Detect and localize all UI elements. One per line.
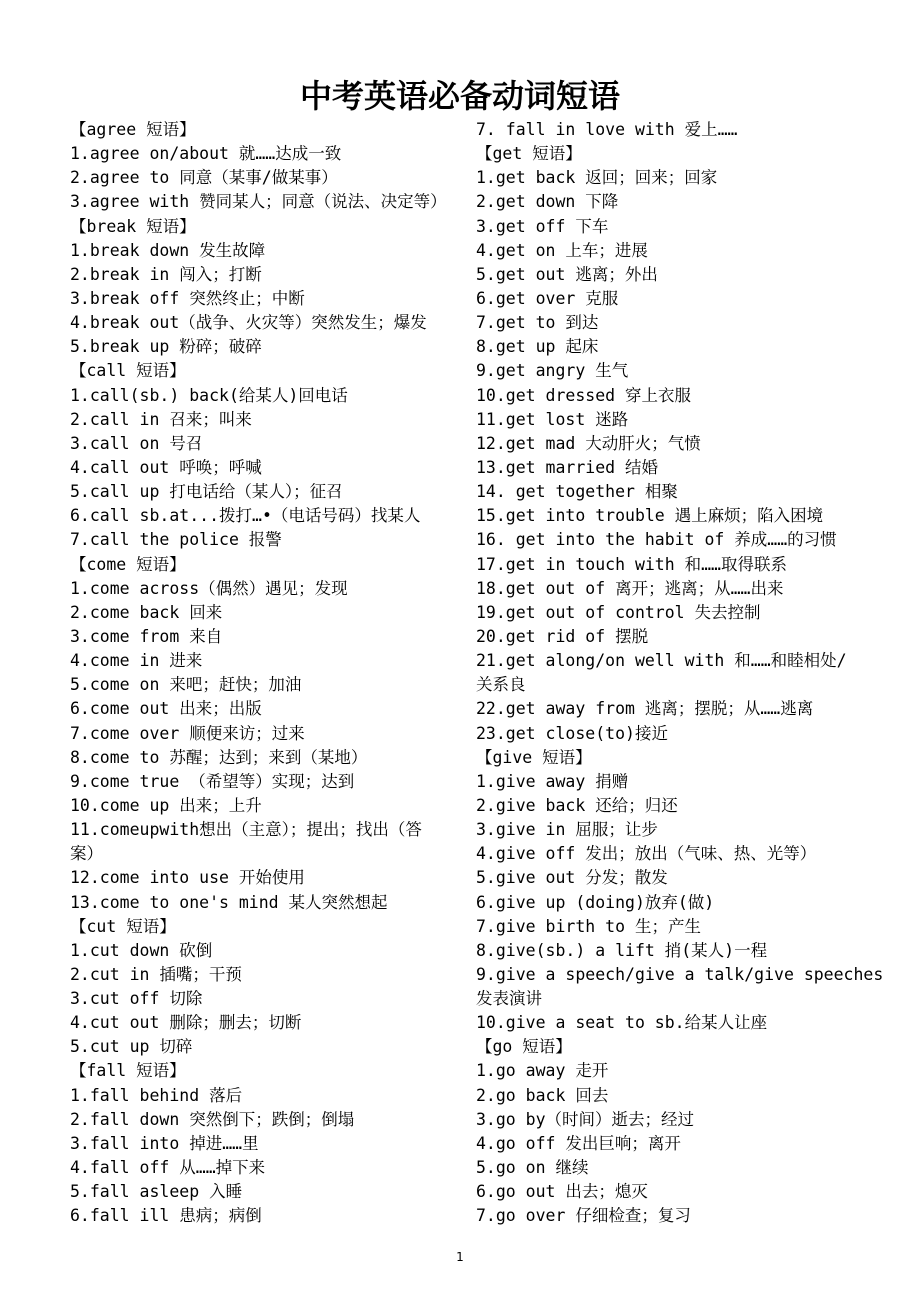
phrase-item: 6.go out 出去；熄灭 <box>476 1182 648 1202</box>
phrase-item: 5.go on 继续 <box>476 1158 589 1178</box>
phrase-item: 3.come from 来自 <box>70 626 223 646</box>
phrase-item: 7.come over 顺便来访；过来 <box>70 723 305 743</box>
phrase-item: 3.fall into 掉进……里 <box>70 1133 259 1153</box>
phrase-item: 7.go over 仔细检查；复习 <box>476 1206 691 1226</box>
phrase-item: 11.comeupwith想出（主意）；提出；找出（答 <box>70 820 422 840</box>
phrase-item: 6.call sb.at...拨打…•（电话号码）找某人 <box>70 506 421 526</box>
section-heading: 【give 短语】 <box>476 747 592 767</box>
phrase-item: 1.get back 返回；回来；回家 <box>476 168 718 188</box>
phrase-item: 10.get dressed 穿上衣服 <box>476 385 692 405</box>
section-heading: 【break 短语】 <box>70 216 196 236</box>
phrase-item: 4.fall off 从……掉下来 <box>70 1158 266 1178</box>
phrase-item: 8.give(sb.) a lift 捎(某人)一程 <box>476 940 768 960</box>
phrase-item: 7.get to 到达 <box>476 313 599 333</box>
phrase-item: 3.give in 屈服；让步 <box>476 820 658 840</box>
phrase-item: 4.give off 发出；放出（气味、热、光等） <box>476 844 817 864</box>
phrase-item: 6.get over 克服 <box>476 288 619 308</box>
phrase-item: 5.get out 逃离；外出 <box>476 264 658 284</box>
phrase-item: 1.go away 走开 <box>476 1061 609 1081</box>
section-heading: 【go 短语】 <box>476 1037 572 1057</box>
phrase-item: 18.get out of 离开；逃离；从……出来 <box>476 578 784 598</box>
phrase-item: 5.give out 分发；散发 <box>476 868 668 888</box>
phrase-item: 21.get along/on well with 和……和睦相处/ <box>476 651 847 671</box>
phrase-item: 9.get angry 生气 <box>476 361 629 381</box>
phrase-item: 8.come to 苏醒；达到；来到（某地） <box>70 747 368 767</box>
phrase-item: 2.go back 回去 <box>476 1085 609 1105</box>
phrase-item: 1.give away 捐赠 <box>476 771 629 791</box>
phrase-item: 2.give back 还给；归还 <box>476 795 678 815</box>
phrase-item: 13.get married 结婚 <box>476 457 659 477</box>
phrase-item: 3.break off 突然终止；中断 <box>70 288 305 308</box>
phrase-item: 发表演讲 <box>476 989 542 1009</box>
phrase-item: 1.agree on/about 就……达成一致 <box>70 144 342 164</box>
phrase-item: 1.cut down 砍倒 <box>70 940 213 960</box>
phrase-item: 8.get up 起床 <box>476 337 599 357</box>
phrase-item: 17.get in touch with 和……取得联系 <box>476 554 787 574</box>
phrase-item: 20.get rid of 摆脱 <box>476 626 649 646</box>
phrase-item: 7. fall in love with 爱上…… <box>476 120 738 139</box>
phrase-item: 4.call out 呼唤；呼喊 <box>70 457 262 477</box>
phrase-item: 2.fall down 突然倒下；跌倒；倒塌 <box>70 1109 355 1129</box>
phrase-item: 2.cut in 插嘴；干预 <box>70 964 242 984</box>
phrase-item: 13.come to one's mind 某人突然想起 <box>70 892 388 912</box>
phrase-item: 关系良 <box>476 675 526 695</box>
phrase-item: 12.come into use 开始使用 <box>70 868 305 888</box>
phrase-item: 9.come true （希望等）实现；达到 <box>70 771 355 791</box>
phrase-item: 11.get lost 迷路 <box>476 409 629 429</box>
phrase-item: 5.call up 打电话给（某人）；征召 <box>70 482 343 502</box>
phrase-item: 7.call the police 报警 <box>70 530 282 550</box>
phrase-item: 3.get off 下车 <box>476 216 609 236</box>
phrase-item: 2.break in 闯入；打断 <box>70 264 262 284</box>
phrase-item: 2.get down 下降 <box>476 192 619 212</box>
phrase-item: 2.come back 回来 <box>70 602 223 622</box>
phrase-item: 15.get into trouble 遇上麻烦；陷入困境 <box>476 506 824 526</box>
phrase-item: 6.come out 出来；出版 <box>70 699 262 719</box>
phrase-item: 1.call(sb.) back(给某人)回电话 <box>70 385 348 405</box>
phrase-item: 22.get away from 逃离；摆脱；从……逃离 <box>476 699 814 719</box>
phrase-item: 4.get on 上车；进展 <box>476 240 648 260</box>
phrase-item: 7.give birth to 生；产生 <box>476 916 701 936</box>
phrase-item: 5.come on 来吧；赶快；加油 <box>70 675 302 695</box>
section-heading: 【agree 短语】 <box>70 120 196 139</box>
phrase-item: 4.cut out 删除；删去；切断 <box>70 1013 302 1033</box>
phrase-item: 3.call on 号召 <box>70 433 203 453</box>
phrase-item: 5.cut up 切碎 <box>70 1037 193 1057</box>
section-heading: 【get 短语】 <box>476 144 582 164</box>
phrase-item: 1.break down 发生故障 <box>70 240 266 260</box>
phrase-item: 23.get close(to)接近 <box>476 723 668 743</box>
phrase-item: 1.come across（偶然）遇见；发现 <box>70 578 348 598</box>
phrase-item: 3.cut off 切除 <box>70 989 203 1009</box>
phrase-item: 1.fall behind 落后 <box>70 1085 243 1105</box>
phrase-item: 4.go off 发出巨响；离开 <box>476 1133 681 1153</box>
phrase-item: 14. get together 相聚 <box>476 482 678 502</box>
phrase-item: 5.break up 粉碎；破碎 <box>70 337 262 357</box>
phrase-item: 4.break out（战争、火灾等）突然发生；爆发 <box>70 313 427 333</box>
phrase-item: 16. get into the habit of 养成……的习惯 <box>476 530 837 550</box>
right-column <box>476 118 886 1228</box>
phrase-item: 12.get mad 大动肝火；气愤 <box>476 433 701 453</box>
left-column <box>70 118 470 1228</box>
section-heading: 【come 短语】 <box>70 554 186 574</box>
phrase-item: 19.get out of control 失去控制 <box>476 602 761 622</box>
phrase-item: 2.agree to 同意（某事/做某事） <box>70 168 338 188</box>
phrase-item: 10.come up 出来；上升 <box>70 795 262 815</box>
phrase-item: 6.give up (doing)放弃(做) <box>476 892 715 912</box>
phrase-item: 6.fall ill 患病；病倒 <box>70 1206 262 1226</box>
phrase-item: 5.fall asleep 入睡 <box>70 1182 243 1202</box>
section-heading: 【fall 短语】 <box>70 1061 186 1081</box>
phrase-item: 3.agree with 赞同某人；同意（说法、决定等） <box>70 192 447 212</box>
page-title: 中考英语必备动词短语 <box>299 77 620 115</box>
phrase-item: 9.give a speech/give a talk/give speeches <box>476 964 884 984</box>
section-heading: 【cut 短语】 <box>70 916 176 936</box>
page-number: 1 <box>456 1250 464 1264</box>
phrase-item: 4.come in 进来 <box>70 651 203 671</box>
phrase-item: 案） <box>70 844 103 864</box>
phrase-item: 3.go by（时间）逝去；经过 <box>476 1109 695 1129</box>
phrase-item: 2.call in 召来；叫来 <box>70 409 252 429</box>
section-heading: 【call 短语】 <box>70 361 186 381</box>
phrase-item: 10.give a seat to sb.给某人让座 <box>476 1013 768 1033</box>
